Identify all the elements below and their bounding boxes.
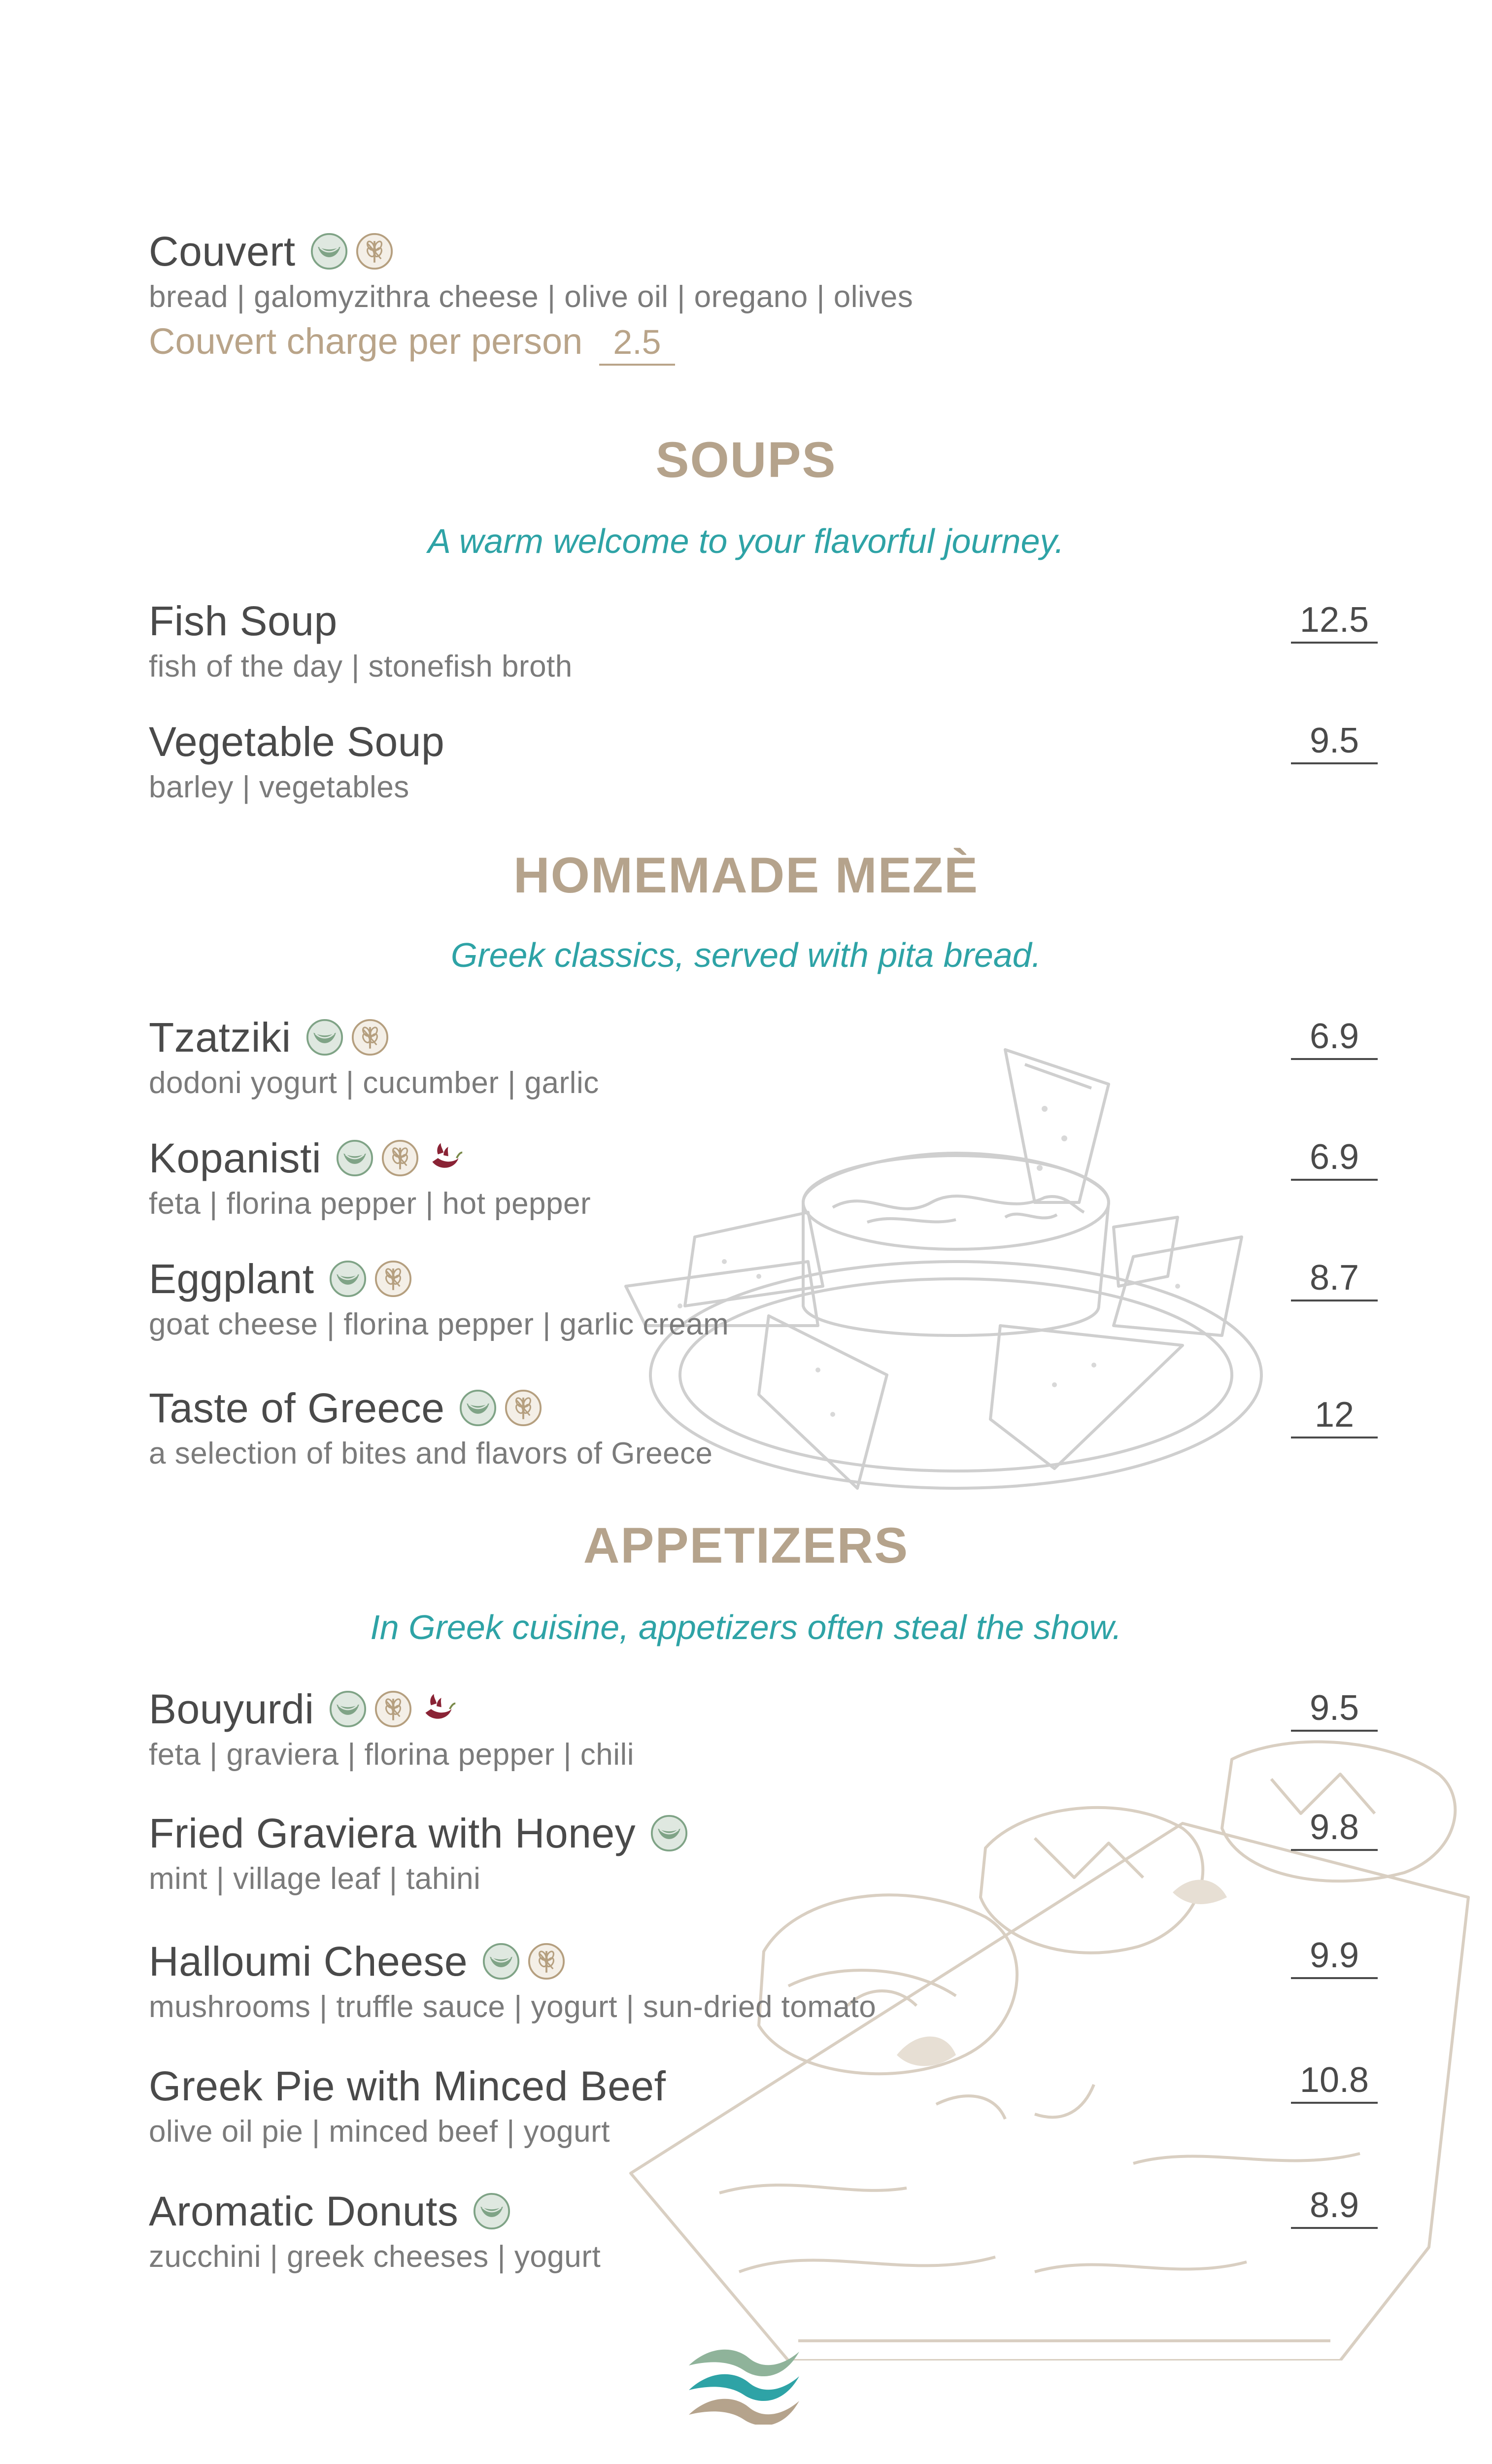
- item-description: feta | graviera | florina pepper | chili: [149, 1738, 635, 1772]
- section-title-meze: HOMEMADE MEZÈ: [513, 847, 979, 903]
- dietary-icons: [306, 1019, 389, 1056]
- item-price: 9.5: [1291, 723, 1378, 764]
- vegetarian-leaf-icon: [336, 1139, 373, 1177]
- section-subtitle-appetizers: In Greek cuisine, appetizers often steal the show.: [370, 1608, 1122, 1646]
- dietary-icons: [650, 1814, 688, 1852]
- waves-logo: [685, 2341, 803, 2425]
- vegetarian-leaf-icon: [306, 1019, 343, 1056]
- section-title-appetizers: APPETIZERS: [583, 1517, 909, 1574]
- item-description: feta | florina pepper | hot pepper: [149, 1187, 591, 1221]
- chili-icon: [427, 1139, 464, 1177]
- wheat-icon: [381, 1139, 419, 1177]
- menu-item: [149, 1682, 634, 1772]
- item-description: olive oil pie | minced beef | yogurt: [149, 2115, 610, 2149]
- menu-item: [149, 1252, 729, 1341]
- dietary-icons: [329, 1690, 457, 1728]
- item-description: mint | village leaf | tahini: [149, 1862, 481, 1896]
- menu-item: [149, 1131, 591, 1221]
- item-name: Aromatic Donuts: [149, 2188, 459, 2234]
- wheat-icon: [528, 1943, 565, 1980]
- item-description: fish of the day | stonefish broth: [149, 650, 573, 684]
- menu-item: [149, 1934, 876, 2024]
- item-price: 9.8: [1291, 1810, 1378, 1851]
- item-description: goat cheese | florina pepper | garlic cream: [149, 1307, 729, 1341]
- item-price: 12: [1291, 1397, 1378, 1438]
- wheat-icon: [356, 233, 393, 270]
- menu-item: [149, 1381, 713, 1471]
- couvert-item: [149, 224, 913, 314]
- item-name: Fried Graviera with Honey: [149, 1810, 636, 1856]
- item-price: 9.9: [1291, 1938, 1378, 1979]
- item-price: 6.9: [1291, 1019, 1378, 1060]
- dietary-icons: [459, 1389, 542, 1427]
- item-description: mushrooms | truffle sauce | yogurt | sun-dried tomato: [149, 1990, 877, 2024]
- menu-item: [149, 2184, 601, 2274]
- wheat-icon: [374, 1260, 412, 1298]
- item-name: Vegetable Soup: [149, 719, 445, 765]
- dietary-icons: [336, 1139, 464, 1177]
- vegetarian-leaf-icon: [329, 1260, 367, 1298]
- menu-item: [149, 594, 573, 684]
- couvert-charge-label: Couvert charge per person: [149, 321, 583, 362]
- section-title-soups: SOUPS: [655, 432, 837, 488]
- menu-item: [149, 715, 444, 804]
- item-description: zucchini | greek cheeses | yogurt: [149, 2240, 601, 2274]
- item-price: 6.9: [1291, 1139, 1378, 1181]
- item-price: 8.9: [1291, 2188, 1378, 2229]
- item-price: 12.5: [1291, 602, 1378, 644]
- item-description: dodoni yogurt | cucumber | garlic: [149, 1066, 599, 1100]
- item-name: Tzatziki: [149, 1014, 291, 1061]
- couvert-charge-price: 2.5: [599, 322, 675, 366]
- vegetarian-leaf-icon: [482, 1943, 520, 1980]
- item-name: Couvert: [149, 228, 296, 274]
- couvert-charge: [149, 320, 675, 366]
- item-price: 8.7: [1291, 1260, 1378, 1301]
- item-name: Bouyurdi: [149, 1686, 314, 1732]
- item-name: Fish Soup: [149, 598, 338, 644]
- wheat-icon: [374, 1690, 412, 1728]
- chili-icon: [420, 1690, 457, 1728]
- dietary-icons: [310, 233, 393, 270]
- item-name: Halloumi Cheese: [149, 1938, 468, 1985]
- menu-item: [149, 2059, 666, 2149]
- menu-item: [149, 1010, 599, 1100]
- item-name: Taste of Greece: [149, 1385, 445, 1431]
- vegetarian-leaf-icon: [650, 1814, 688, 1852]
- item-name: Kopanisti: [149, 1135, 322, 1181]
- menu-item: [149, 1806, 688, 1896]
- vegetarian-leaf-icon: [473, 2192, 510, 2230]
- item-name: Greek Pie with Minced Beef: [149, 2063, 666, 2109]
- section-subtitle-meze: Greek classics, served with pita bread.: [450, 936, 1042, 974]
- item-name: Eggplant: [149, 1256, 314, 1302]
- item-description: a selection of bites and flavors of Greece: [149, 1437, 713, 1471]
- vegetarian-leaf-icon: [329, 1690, 367, 1728]
- item-description: bread | galomyzithra cheese | olive oil | oregano | olives: [149, 280, 914, 314]
- item-price: 10.8: [1291, 2062, 1378, 2104]
- wheat-icon: [351, 1019, 389, 1056]
- dietary-icons: [482, 1943, 565, 1980]
- vegetarian-leaf-icon: [310, 233, 348, 270]
- wheat-icon: [505, 1389, 542, 1427]
- section-subtitle-soups: A warm welcome to your flavorful journey.: [428, 522, 1064, 560]
- dietary-icons: [329, 1260, 412, 1298]
- vegetarian-leaf-icon: [459, 1389, 497, 1427]
- dietary-icons: [473, 2192, 510, 2230]
- item-price: 9.5: [1291, 1690, 1378, 1732]
- item-description: barley | vegetables: [149, 770, 409, 804]
